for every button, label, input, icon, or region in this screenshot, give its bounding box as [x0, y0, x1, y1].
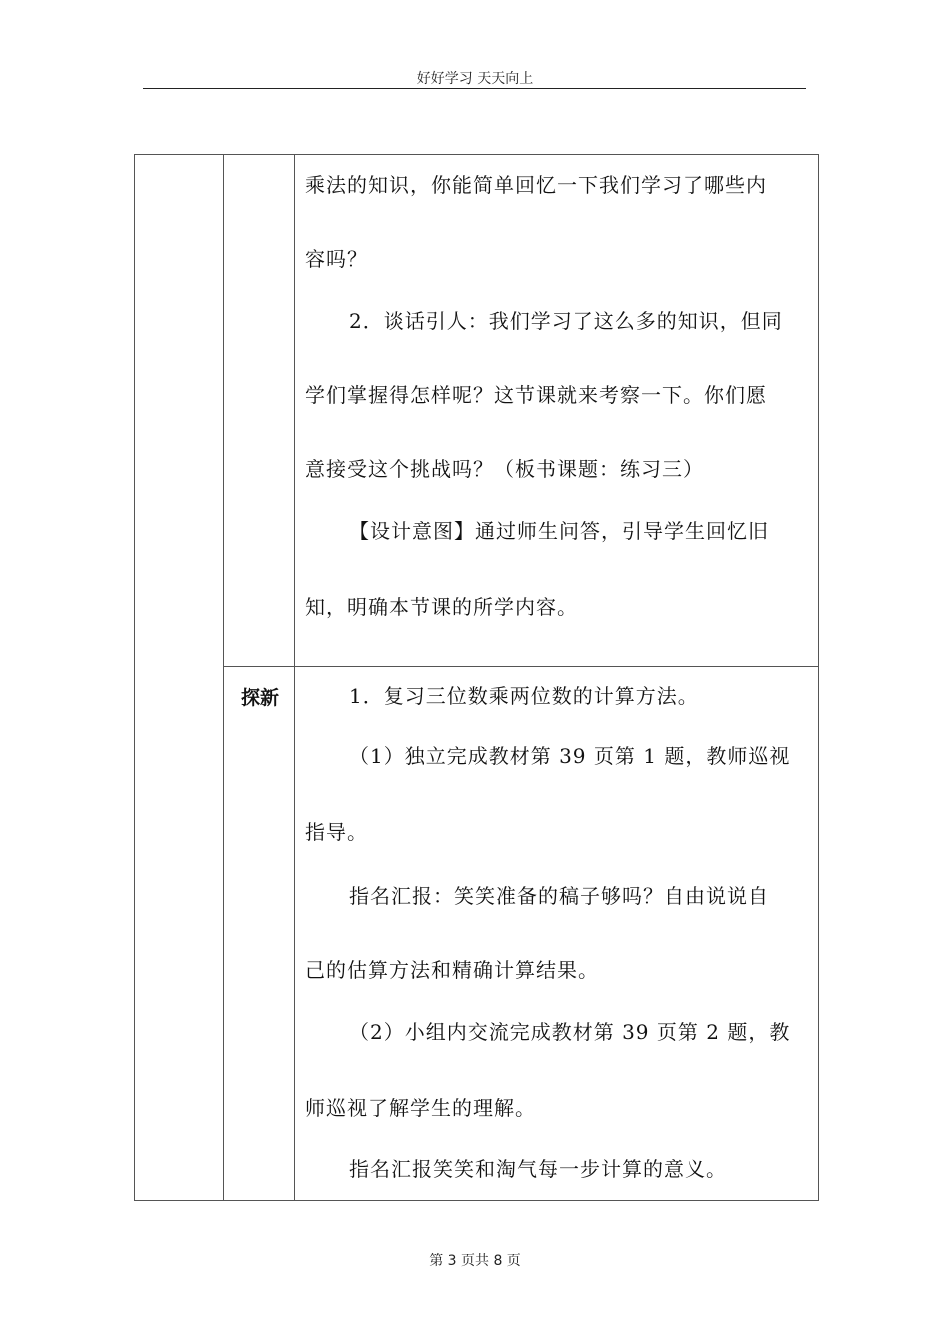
text-line: 2．谈话引人：我们学习了这么多的知识，但同	[349, 309, 783, 333]
text-line: 师巡视了解学生的理解。	[305, 1096, 536, 1120]
section-label: 探新	[240, 687, 279, 709]
text-line: （2）小组内交流完成教材第 39 页第 2 题，教	[349, 1020, 791, 1044]
header-divider	[143, 88, 806, 89]
text-line: 指名汇报：笑笑准备的稿子够吗？自由说说自	[349, 884, 769, 908]
text-line: 指名汇报笑笑和淘气每一步计算的意义。	[349, 1157, 727, 1181]
text-line: 知，明确本节课的所学内容。	[305, 595, 578, 619]
text-line: （1）独立完成教材第 39 页第 1 题，教师巡视	[349, 744, 791, 768]
page-number: 第 3 页共 8 页	[429, 1253, 521, 1269]
text-line: 己的估算方法和精确计算结果。	[305, 958, 599, 982]
column-divider-1	[223, 155, 224, 1200]
text-line: 1．复习三位数乘两位数的计算方法。	[349, 684, 699, 708]
lesson-table	[134, 154, 819, 1201]
column-divider-2	[294, 155, 295, 1200]
row-divider	[223, 666, 818, 667]
header-slogan: 好好学习 天天向上	[416, 71, 534, 87]
text-line: 容吗？	[305, 247, 368, 271]
text-line: 意接受这个挑战吗？（板书课题：练习三）	[305, 457, 704, 481]
text-line: 【设计意图】通过师生问答，引导学生回忆旧	[349, 519, 769, 543]
text-line: 学们掌握得怎样呢？这节课就来考察一下。你们愿	[305, 383, 767, 407]
text-line: 指导。	[305, 820, 368, 844]
text-line: 乘法的知识，你能简单回忆一下我们学习了哪些内	[305, 173, 767, 197]
